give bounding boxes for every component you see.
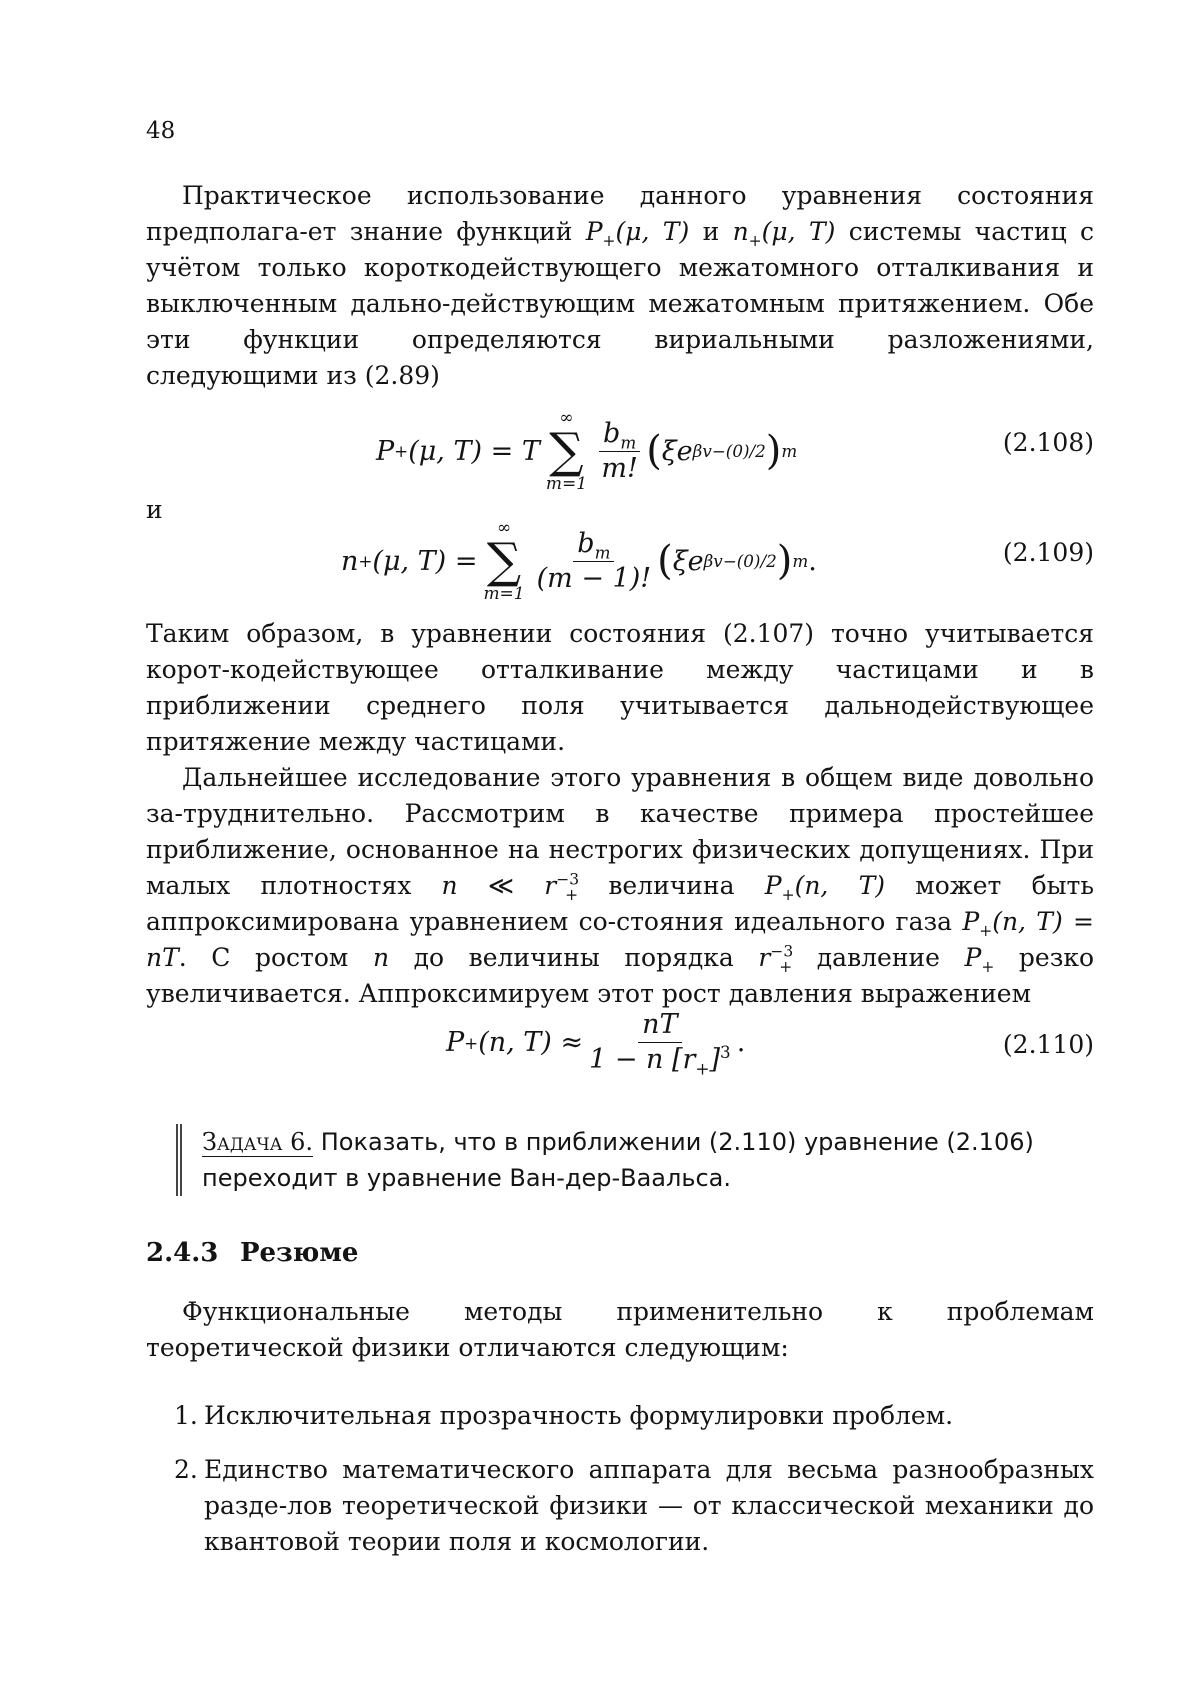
- math-ideal-gas: $P_+(n$, T) = nT: [146, 907, 1094, 972]
- list-item: 2. Единство математического аппарата для весьма разнообразных разде-лов теоретической физики — от классической механики до квантовой теории поля и космологии.: [174, 1455, 1094, 1556]
- fraction-nT-over-denominator: $\frac{nT}{1 - n [r_+]^3}$: [589, 1009, 731, 1079]
- task-label: Задача 6.: [202, 1128, 314, 1156]
- task-text: Показать, что в приближении (2.110) уравнение (2.106) переходит в уравнение Ван-дер-Ваальса.: [202, 1128, 1034, 1192]
- equation-number: (2.108): [1002, 428, 1094, 457]
- math-n-plus-mu-T: $n_+(\mu$, T): [732, 217, 836, 250]
- equation-number: (2.110): [1002, 1030, 1094, 1059]
- section-heading: 2.4.3 Резюме: [146, 1238, 359, 1268]
- summary-list: [146, 1398, 1094, 1560]
- task-box: [176, 1124, 1094, 1196]
- equation-2-110: P + (n, T) ≈ $\frac{nT}{1 - n [r_+]^3}$ . (2.110): [446, 1009, 1094, 1079]
- math-P-plus-n-T: $P_+(n$, T): [764, 871, 886, 904]
- math-r-plus-cubed: $r^{-3}_+$: [758, 942, 794, 976]
- page-number: 48: [146, 118, 176, 144]
- paragraph-intro: Практическое использование данного уравнения состояния предполага-ет знание функций $P_+(\mu$, T) и $n_+(\mu$, T) системы частиц с учётом только короткодействующего межатомного отталкивания и выключенным дально-действующим межатомным притяжением. Обе эти функции определяются вириальными разложениями, следующими из (2.89): [146, 181, 1094, 390]
- summation-sign: ∞ ∑ m=1: [545, 408, 588, 494]
- fraction-bm-over-m-factorial: $\frac{b_m}{m!}$: [599, 419, 640, 484]
- equation-number: (2.109): [1002, 538, 1094, 567]
- paragraph-conclusion: Таким образом, в уравнении состояния (2.107) точно учитывается корот-кодействующее отталкивание между частицами и в приближении среднего поля учитывается дальнодействующее притяжение между частицами.: [146, 619, 1094, 756]
- math-n-ll-r: n: [441, 871, 458, 900]
- equation-2-109: n + (μ, T) = ∞ ∑ m=1 $\frac{b_m}{(m - 1)!}$ ( ξe βv−(0)/2 ) m . (2.109): [341, 518, 1094, 604]
- equation-2-108: P + (μ, T) = T ∞ ∑ m=1 $\frac{b_m}{m!}$ ( ξe βv−(0)/2 ) m (2.108): [376, 408, 1094, 494]
- paragraph-summary: Функциональные методы применительно к проблемам теоретической физики отличаются следующим:: [146, 1297, 1094, 1362]
- summation-sign: ∞ ∑ m=1: [483, 518, 525, 604]
- fraction-bm-over-m-minus-1-factorial: $\frac{b_m}{(m - 1)!}$: [536, 527, 652, 594]
- paragraph-approximation: Дальнейшее исследование этого уравнения в общем виде довольно за-труднительно. Рассмотрим в качестве примера простейшее приближение, основанное на нестрогих физических допущениях. При малых плотностях n ≪ $r^{-3}_+$ величина $P_+(n$, T) может быть аппроксимирована уравнением со-стояния идеального газа $P_+(n$, T) = nT. С ростом n до величины порядка $r^{-3}_+$ давление $P_+$ резко увеличивается. Аппроксимируем этот рост давления выражением: [146, 763, 1095, 1008]
- math-P-plus-mu-T: $P_+(\mu$, T): [585, 217, 690, 250]
- list-item: 1. Исключительная прозрачность формулировки проблем.: [174, 1401, 954, 1430]
- page-content: [146, 178, 1094, 1578]
- conjunction-i: и: [146, 495, 163, 524]
